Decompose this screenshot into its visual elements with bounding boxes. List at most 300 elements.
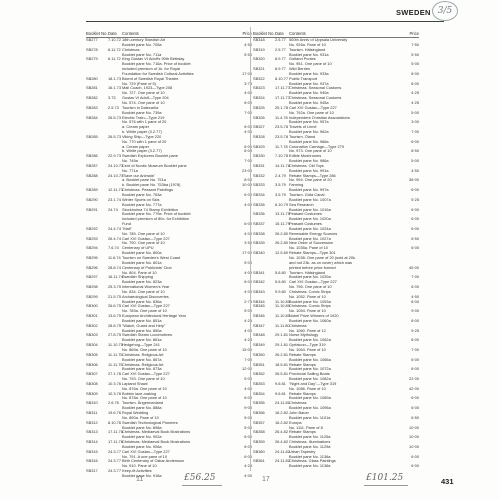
booklet-contents: No. 574. One pane of 10 xyxy=(122,99,165,105)
booklet-price: 4·50 xyxy=(411,167,419,173)
issue-date: 6.11.72 xyxy=(108,46,121,52)
booklet-price: 4·25 xyxy=(244,317,252,323)
booklet-contents: Booklet pane No. 1072a xyxy=(289,366,331,372)
booklet-contents: Booklet pane No. 873a xyxy=(122,366,162,372)
booklet-contents: Centenary of UPU xyxy=(122,245,154,251)
booklet-price: 6·00 xyxy=(244,192,252,197)
booklet-number: SB303 xyxy=(86,332,98,338)
handwritten-annotation: 3/5 xyxy=(432,1,458,21)
booklet-number: SB313 xyxy=(86,429,98,435)
booklet-number: SB355 xyxy=(253,400,265,406)
table-row xyxy=(86,474,252,479)
booklet-contents: Booklet pane No. 1016a xyxy=(289,206,331,212)
booklet-price: 6·00 xyxy=(411,395,419,401)
booklet-contents: Gyrfalcon—Type 319 xyxy=(289,342,326,348)
header-date: Date xyxy=(108,30,117,36)
booklet-contents: Carl XVI Gustav—Type 227 xyxy=(122,371,170,377)
booklet-number: SB292 xyxy=(86,225,98,231)
booklet-contents: Booklet pane No. 1136a xyxy=(289,463,331,469)
issue-date: 11.10.80 xyxy=(275,303,290,309)
booklet-contents: Europa xyxy=(289,419,302,425)
booklet-price: 3·00 xyxy=(411,119,419,125)
booklet-contents: Booklet pane No. 1053a xyxy=(289,298,331,304)
booklet-price: 6·00 xyxy=(244,148,252,154)
booklet-price: 45·00 xyxy=(409,264,419,270)
booklet-contents: Mail Coach, 1923—Type 208 xyxy=(122,85,173,91)
booklet-contents: Christmas. Illuminations xyxy=(289,439,331,445)
booklet-contents: Booklet pane No. 918a xyxy=(122,472,162,478)
booklet-contents: Booklet pane No. 739a xyxy=(122,109,162,115)
issue-date: 27.1.76 xyxy=(108,371,121,377)
booklet-number: SB360 xyxy=(253,448,265,454)
issue-date: 26.2.80 xyxy=(275,240,288,246)
booklet-contents: Peasant Costumes xyxy=(289,211,322,217)
booklet-price: 6·00 xyxy=(411,225,419,231)
booklet-contents: Swedish Shipping xyxy=(122,274,153,280)
booklet-price: 5·00 xyxy=(411,61,419,67)
booklet-price: 6·00 xyxy=(411,405,419,411)
header-booklet-no: Booklet No. xyxy=(253,30,275,36)
issue-date: 15.11.79 xyxy=(275,221,290,227)
booklet-contents: Stockholma 74 Stamp Exhibition xyxy=(122,206,179,212)
booklet-contents: included premium of 80c. for Exhibition xyxy=(122,216,190,222)
booklet-price: 5·00 xyxy=(244,259,252,265)
booklet-number: SB317 xyxy=(86,468,98,474)
booklet-contents: Christmas. Comic Strips xyxy=(289,303,331,309)
issue-date: 23.5.78 xyxy=(275,133,288,139)
issue-date: 26.2.80 xyxy=(275,230,288,236)
booklet-contents: Bobbin lace-making xyxy=(122,390,157,396)
booklet-contents: Booklet pane No. 898a xyxy=(122,424,162,430)
booklet-number: SB299 xyxy=(86,293,98,299)
booklet-contents: Carl XVI Gustav—Type 227 xyxy=(122,448,170,454)
header-date: Date xyxy=(275,30,284,36)
booklet-contents: Travels of Linné xyxy=(289,124,317,130)
booklet-price: 42·00 xyxy=(409,385,419,391)
booklet-contents: Carl XVI Gustav—Type 227 xyxy=(289,279,337,285)
booklet-contents: Rebate Stamps xyxy=(289,351,316,357)
booklet-contents: Bicent of Swedish Royal Theatre xyxy=(122,75,179,81)
booklet-contents: Booklet pane No. 867a xyxy=(122,356,162,362)
issue-date: 10.3.76 xyxy=(108,380,121,386)
booklet-contents: Christmas. Comic Strips xyxy=(289,288,331,294)
booklet-number: SB278 xyxy=(86,46,98,52)
booklet-price: 5·25 xyxy=(411,196,419,202)
booklet-contents: No. 1052. Pane of 10 xyxy=(289,293,326,299)
booklet-price: 6·00 xyxy=(411,284,419,290)
booklet-number: SB294 xyxy=(86,245,98,251)
booklet-number: SB309 xyxy=(86,390,98,396)
footer-left-handwritten-total: £56.25 xyxy=(184,473,216,483)
booklet-contents: No. 729 (Pane of 5) xyxy=(122,80,156,86)
booklet-number: SB286 xyxy=(86,153,98,159)
header-booklet-no: Booklet No. xyxy=(86,30,108,36)
issue-date: 26.4.82 xyxy=(275,429,288,435)
booklet-price: 10·00 xyxy=(409,443,419,449)
booklet-contents: Tourism in Dalecarlia xyxy=(122,104,159,110)
booklet-contents: Booklet pane No. 1125a xyxy=(289,434,331,440)
booklet-contents: Booklet pane No. 861a xyxy=(122,337,162,343)
booklet-price: 10·00 xyxy=(242,182,252,188)
booklet-number: SB295 xyxy=(86,254,98,260)
column-divider xyxy=(250,27,251,471)
booklet-number: SB334 xyxy=(253,192,265,197)
booklet-number: SB285 xyxy=(86,133,98,139)
booklet-number: SB327 xyxy=(253,124,265,130)
issue-date: 11.10.80 xyxy=(275,313,290,319)
issue-date: 28.8.75 xyxy=(108,322,121,328)
booklet-price: 4·00 xyxy=(244,327,252,333)
booklet-price: 12·00 xyxy=(242,366,252,372)
booklet-number: SB349 xyxy=(253,342,265,348)
booklet-contents: No. 1060. Pane of 12 xyxy=(289,327,326,333)
issue-date: 23.5.78 xyxy=(275,124,288,130)
booklet-contents: Booklet pane No. 1101a xyxy=(289,414,331,420)
booklet-number: SB308 xyxy=(86,380,98,386)
issue-date: 11.6.74 xyxy=(108,254,121,260)
booklet-contents: Booklet pane No. 1007a xyxy=(289,196,331,202)
issue-date: 21.5.75 xyxy=(108,293,121,299)
booklet-contents: Booklet pane No. 986a xyxy=(289,158,329,164)
table-row xyxy=(253,464,419,469)
booklet-number: SB333 xyxy=(253,182,265,188)
booklet-contents: Gustav VI Adolf—Type 204 xyxy=(122,95,169,101)
booklet-price: 5·00 xyxy=(411,158,419,164)
issue-date: 7.6.74 xyxy=(108,245,119,251)
booklet-number: SB300 xyxy=(86,303,98,309)
booklet-number: SB310 xyxy=(86,400,98,406)
booklet-number: SB291 xyxy=(86,206,98,212)
booklet-contents: a. Cream paper xyxy=(122,124,150,130)
booklet-price: 17·00 xyxy=(242,250,252,256)
booklet-price: 6·00 xyxy=(244,434,252,440)
header-contents: Contents xyxy=(289,30,306,36)
booklet-contents: Christmas. Old Toys xyxy=(289,162,324,168)
header-rule xyxy=(86,21,444,22)
issue-date: 24.4.74 xyxy=(108,225,121,231)
booklet-contents: No. 576 with 1 pane of 20 xyxy=(122,119,167,125)
issue-date: 17.11.77 xyxy=(275,95,290,101)
issue-date: 29.1.81 xyxy=(275,342,288,348)
booklet-contents: Viking Ship—Type 220 xyxy=(122,133,162,139)
header-price: Price xyxy=(242,30,252,36)
booklet-price: 8·00 xyxy=(411,366,419,372)
booklet-number: SB331 xyxy=(253,162,265,168)
booklet-price: 4·00 xyxy=(244,288,252,294)
booklet-contents: Urban Tapestry xyxy=(289,448,316,454)
booklet-price: 5·00 xyxy=(244,414,252,420)
booklet-contents: Booklet pane No. 801a xyxy=(122,259,162,265)
booklet-contents: Booklet pane No. 716a. Price of booklet xyxy=(122,61,191,67)
header-contents: Contents xyxy=(122,30,139,36)
booklet-contents: Booklet pane No. 957a xyxy=(289,119,329,125)
booklet-number: SB361 xyxy=(253,458,265,464)
booklet-contents: No. 910. Pane of 10 xyxy=(122,463,157,469)
booklet-number: SB338 xyxy=(253,230,265,236)
booklet-contents: Booklet pane No. 931a xyxy=(289,51,329,57)
booklet-contents: No. 878a. One pane of 10 xyxy=(122,395,167,401)
booklet-contents: King Gustav VI Adolf's 90th Birthday xyxy=(122,56,185,62)
booklet-contents: Rebate Stamps xyxy=(289,390,316,396)
booklet-contents: Booklet pane No. 777a xyxy=(122,201,162,207)
booklet-contents: Booklet pane No. 1066a xyxy=(289,356,331,362)
booklet-number: SB321 xyxy=(253,66,265,72)
booklet-price: 7·50 xyxy=(411,41,419,47)
booklet-contents: Booklet pane No. 945a xyxy=(289,99,329,105)
issue-date: 2.6.76 xyxy=(108,400,119,406)
issue-date: 12.11.73 xyxy=(108,187,123,193)
booklet-price: 9·00 xyxy=(244,405,252,411)
booklet-contents: Carl XVI Gustav—Type 227 xyxy=(122,303,170,309)
issue-date: 16.11.74 xyxy=(108,274,123,280)
issue-date: 24.11.82 xyxy=(275,448,290,454)
booklet-contents: No. 796. One pane of 10 xyxy=(289,284,332,290)
issue-date: 26.4.74 xyxy=(108,235,121,241)
booklet-number: SB350 xyxy=(253,351,265,357)
booklet-contents: Christmas. Religious Art xyxy=(122,351,164,357)
booklet-contents: Booklet pane No. 966a xyxy=(289,138,329,144)
booklet-price: 4·00 xyxy=(244,201,252,207)
issue-date: 7.10.78 xyxy=(275,153,288,159)
booklet-number: SB343 xyxy=(253,288,265,294)
booklet-number: SB301 xyxy=(86,313,98,319)
booklet-contents: a. Cream paper xyxy=(122,143,150,149)
issue-date: 17.11.76 xyxy=(108,439,123,445)
issue-date: 16.2.82 xyxy=(275,409,288,415)
booklet-price: 5·00 xyxy=(244,376,252,382)
booklet-price: 9·00 xyxy=(411,308,419,314)
issue-date: 26.5.73 xyxy=(108,114,121,120)
booklet-contents: Royal Wedding xyxy=(122,409,149,415)
booklet-contents: Booklet pane No. 779a. Price of booklet xyxy=(122,211,191,217)
booklet-contents: Farming xyxy=(289,182,304,188)
issue-date: 26.4.82 xyxy=(275,439,288,445)
booklet-price: 5·50 xyxy=(244,51,252,57)
booklet-contents: Booklet pane No. 705a xyxy=(122,41,162,47)
issue-date: 26.5.73 xyxy=(108,133,121,139)
booklet-contents: Tourism. Öland xyxy=(289,133,316,139)
issue-date: 11.4.78 xyxy=(275,114,288,120)
issue-date: 24.74 xyxy=(108,206,118,212)
booklet-contents: New Order of Succession xyxy=(289,240,334,246)
issue-date: 11.11.75 xyxy=(108,351,123,357)
issue-date xyxy=(108,474,122,479)
booklet-contents: Christmas. Mediaeval Book Illustrations xyxy=(122,429,191,435)
booklet-price: 7·00 xyxy=(244,356,252,362)
issue-date: 7.10.72 xyxy=(108,37,121,42)
issue-date: 8.10.76 xyxy=(108,419,121,425)
booklet-contents: European Architectural Heritage Year xyxy=(122,313,187,319)
issue-date: 11.7.78 xyxy=(275,143,288,149)
booklet-number: SB288 xyxy=(86,172,98,178)
booklet-price: 8·00 xyxy=(411,70,419,76)
booklet-price: 8·00 xyxy=(244,177,252,183)
booklet-price: 17·00 xyxy=(242,70,252,76)
booklet-price: 6·00 xyxy=(244,221,252,227)
booklet-price: 3·50 xyxy=(244,240,252,246)
right-rows xyxy=(253,38,419,469)
issue-date: 27.8.75 xyxy=(108,332,121,338)
booklet-number: SB357 xyxy=(253,419,265,425)
booklet-number: SB326 xyxy=(253,114,265,120)
booklet-contents: Booklet pane No. 836a xyxy=(122,298,162,304)
booklet-contents: Booklet pane No. 823a xyxy=(122,279,162,285)
booklet-contents: included premium of 1k. for Royal xyxy=(122,66,180,72)
booklet-contents: Booklet pane No. 800a xyxy=(122,250,162,256)
booklet-price: 2·75 xyxy=(244,298,252,304)
booklet-contents: Booklet pane No. 962a xyxy=(289,129,329,135)
issue-date: 9.9.80 xyxy=(275,288,286,294)
booklet-number: SB359 xyxy=(253,439,265,445)
booklet-contents: No. 793. One pane of 10 xyxy=(122,376,165,382)
booklet-contents: Christmas xyxy=(289,400,307,406)
booklet-price: 8·00 xyxy=(411,80,419,86)
booklet-number: SB347 xyxy=(253,322,265,328)
booklet-contents: Archaeological Discoveries xyxy=(122,293,169,299)
booklet-contents: No. 926a. Pane of 10 xyxy=(289,41,326,47)
issue-date: 9.6.81 xyxy=(275,390,286,396)
section-title: SWEDEN xyxy=(396,8,431,17)
booklet-contents: Booklet pane No. 940a xyxy=(289,90,329,96)
booklet-contents: No. 1054. Pane of 10 xyxy=(289,308,326,314)
booklet-contents: Coronation Carriage—Type 279 xyxy=(289,143,344,149)
booklet-contents: Booklet pane No. 1039a xyxy=(289,274,331,280)
booklet-contents: Birth Centenary of Oskar Andersson xyxy=(122,458,185,464)
booklet-number xyxy=(253,464,275,469)
booklet-contents: Booklet pane No. 1129a xyxy=(289,443,331,449)
issue-date: 24.10.73 xyxy=(108,162,124,168)
booklet-price: 23·00 xyxy=(242,167,252,173)
issue-date: 29.1.81 xyxy=(275,332,288,338)
booklet-contents: Public Transport xyxy=(289,75,318,81)
booklet-number: SB325 xyxy=(253,104,265,110)
booklet-price: 7·00 xyxy=(411,129,419,135)
booklet-number: SB337 xyxy=(253,221,265,227)
booklet-contents: Provincial Sailing Boats xyxy=(289,371,330,377)
booklet-number: SB279 xyxy=(86,56,98,62)
footer-right-handwritten-total: £101.25 xyxy=(366,473,404,483)
booklet-number: SB342 xyxy=(253,279,265,285)
page-number: 431 xyxy=(441,477,454,486)
booklet-price: 6·00 xyxy=(411,206,419,212)
booklet-contents: No. 876a. One pane of 10 xyxy=(122,385,167,391)
issue-date: 22.9.73 xyxy=(108,153,121,159)
booklet-contents: John Bauer xyxy=(289,409,309,415)
booklet-contents: No. 789a. One pane of 10 xyxy=(122,308,167,314)
booklet-price: 7·00 xyxy=(411,274,419,280)
issue-date: 24.3.77 xyxy=(108,448,121,454)
booklet-number: SB323 xyxy=(253,85,265,91)
booklet-number: SB335 xyxy=(253,201,265,207)
booklet-contents: "Mail" xyxy=(122,225,132,231)
booklet-price: 7·00 xyxy=(244,158,252,164)
booklet-contents: Rebate Stamps—Type 301 xyxy=(289,250,336,256)
booklet-price: 4·50 xyxy=(411,293,419,299)
booklet-number: SB328 xyxy=(253,133,265,139)
issue-date: 19.6.76 xyxy=(108,409,121,415)
booklet-contents: Booklet pane No. 933a xyxy=(289,70,329,76)
booklet-number: SB352 xyxy=(253,371,265,377)
booklet-number: SB307 xyxy=(86,371,98,377)
footer-center-mark: 17 xyxy=(262,476,270,483)
booklet-number: SB277 xyxy=(86,37,98,42)
booklet-contents: No. 869a. One pane of 10 xyxy=(122,347,167,352)
issue-date: 17.11.77 xyxy=(275,85,290,91)
issue-date: 6.10.79 xyxy=(275,201,288,207)
booklet-price: 6·00 xyxy=(244,143,252,149)
booklet-contents: Tourism. Hälsingland xyxy=(289,46,326,52)
booklet-number xyxy=(86,474,108,479)
booklet-price: 6·00 xyxy=(411,356,419,362)
issue-date: 5.6.80 xyxy=(275,279,286,285)
issue-date: 18.1.73 xyxy=(108,75,121,81)
booklet-contents: Swedish Steam Locomotives xyxy=(122,332,172,338)
booklet-contents: Sea Research xyxy=(289,201,314,207)
booklet-contents: Booklet pane No. 997a xyxy=(289,187,329,193)
issue-date: 14.11.78 xyxy=(275,162,290,168)
booklet-price: 5·00 xyxy=(244,308,252,314)
booklet-contents: Fund xyxy=(122,221,131,227)
booklet-contents: Booklet pane No. 1082a xyxy=(289,376,331,382)
booklet-contents: a. Booklet pane No. 751a xyxy=(122,177,166,183)
booklet-price: 4·00 xyxy=(244,385,252,391)
booklet-price: 10·00 xyxy=(409,434,419,440)
booklet-contents: Gotland Ponies xyxy=(289,56,316,62)
booklet-contents: Centenary of Publicists' Club xyxy=(122,264,172,270)
booklet-contents: Rebate Stamps xyxy=(289,429,316,435)
booklet-contents: No. 770 with 1 pane of 20 xyxy=(122,138,167,144)
booklet-number: SB319 xyxy=(253,46,265,52)
booklet-contents: Swedish Explorers Booklet pane xyxy=(122,153,179,159)
booklet-contents: Tourism. Hälsingland xyxy=(289,269,326,275)
booklet-contents: Edible Mushrooms xyxy=(289,153,322,159)
issue-date: 8.9.77 xyxy=(275,56,286,62)
issue-date: 16.1.73 xyxy=(108,85,121,91)
booklet-price: 4·25 xyxy=(411,99,419,105)
issue-date: 11.10.80 xyxy=(275,298,290,304)
booklet-contents: Booklet pane No. 1062a xyxy=(289,337,331,343)
booklet-contents: Rebate Stamps xyxy=(289,361,316,367)
booklet-contents: Christmas. Glass Paintings xyxy=(289,458,336,464)
issue-date: 2.5.73 xyxy=(108,104,119,110)
booklet-contents: Tourism. Ångermanland xyxy=(122,400,164,406)
booklet-contents: Christmas xyxy=(122,46,140,52)
booklet-price: 6·00 xyxy=(411,463,419,469)
issue-date: 11.10.75 xyxy=(108,342,123,348)
booklet-price: 8·00 xyxy=(411,337,419,343)
left-total-underline xyxy=(182,485,222,486)
issue-date: 12.5.80 xyxy=(275,250,288,256)
issue-date: 13.11.79 xyxy=(275,211,290,217)
booklet-contents: Booklet pane No. 1089a xyxy=(289,395,331,401)
booklet-number: SB298 xyxy=(86,284,98,290)
booklet-number: SB302 xyxy=(86,322,98,328)
issue-date xyxy=(275,464,289,469)
issue-date: 3.5.79 xyxy=(275,182,286,188)
booklet-number: SB329 xyxy=(253,143,265,149)
booklet-contents: Rebate Stamps—Type 286 xyxy=(289,172,336,178)
booklet-contents: Booklet pane No. 851a xyxy=(122,317,162,323)
booklet-contents: Tourism on Sweden's West Coast xyxy=(122,254,180,260)
booklet-number: SB284 xyxy=(86,114,98,120)
footer-left-mark: 11 xyxy=(136,476,144,483)
booklet-number: SB348 xyxy=(253,332,265,338)
booklet-contents: Renewable Energy Sources xyxy=(289,230,338,236)
issue-date: 26.5.81 xyxy=(275,371,288,377)
booklet-contents: No. 1064. Pane of 10 xyxy=(289,347,326,352)
booklet-price: 6·50 xyxy=(411,414,419,420)
booklet-price: 5·50 xyxy=(411,51,419,57)
